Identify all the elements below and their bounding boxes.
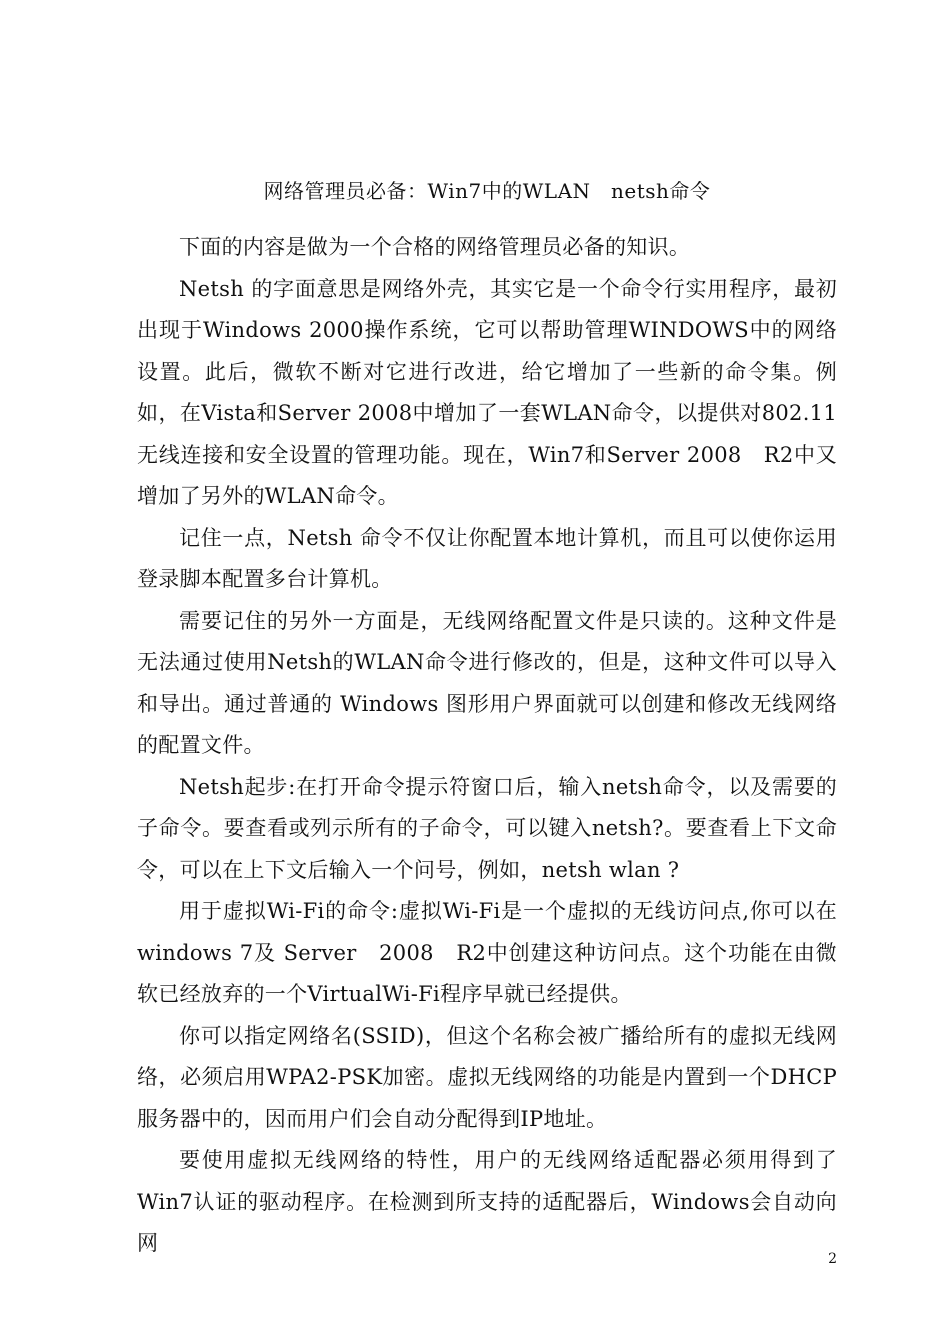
document-body	[137, 227, 837, 1265]
paragraph: 用于虚拟Wi-Fi的命令:虚拟Wi-Fi是一个虚拟的无线访问点,你可以在 windows 7及 Server 2008 R2中创建这种访问点。这个功能在由微软已经放弃的一个VirtualWi-Fi程序早就已经提供。	[137, 899, 837, 1006]
page-number: 2	[828, 1251, 837, 1267]
paragraph: Netsh起步:在打开命令提示符窗口后，输入netsh命令，以及需要的子命令。要查看或列示所有的子命令，可以键入netsh?。要查看上下文命令，可以在上下文后输入一个问号，例如，netsh wlan ?	[137, 774, 837, 882]
paragraph: 需要记住的另外一方面是，无线网络配置文件是只读的。这种文件是无法通过使用Netsh的WLAN命令进行修改的，但是，这种文件可以导入和导出。通过普通的 Windows 图形用户界面就可以创建和修改无线网络的配置文件。	[137, 608, 837, 757]
paragraph: 记住一点，Netsh 命令不仅让你配置本地计算机，而且可以使你运用登录脚本配置多台计算机。	[137, 525, 837, 591]
document-title: 网络管理员必备：Win7中的WLAN netsh命令	[263, 179, 711, 203]
paragraph: 要使用虚拟无线网络的特性，用户的无线网络适配器必须用得到了Win7认证的驱动程序。在检测到所支持的适配器后，Windows会自动向网	[137, 1148, 837, 1255]
paragraph: 下面的内容是做为一个合格的网络管理员必备的知识。	[179, 235, 691, 259]
paragraph: 你可以指定网络名(SSID)，但这个名称会被广播给所有的虚拟无线网络，必须启用WPA2-PSK加密。虚拟无线网络的功能是内置到一个DHCP服务器中的，因而用户们会自动分配得到IP地址。	[137, 1023, 837, 1131]
paragraph: Netsh 的字面意思是网络外壳，其实它是一个命令行实用程序，最初出现于Windows 2000操作系统，它可以帮助管理WINDOWS中的网络设置。此后，微软不断对它进行改进，给它增加了一些新的命令集。例如，在Vista和Server 2008中增加了一套WLAN命令，以提供对802.11无线连接和安全设置的管理功能。现在，Win7和Server 2008 R2中又增加了另外的WLAN命令。	[137, 276, 837, 508]
